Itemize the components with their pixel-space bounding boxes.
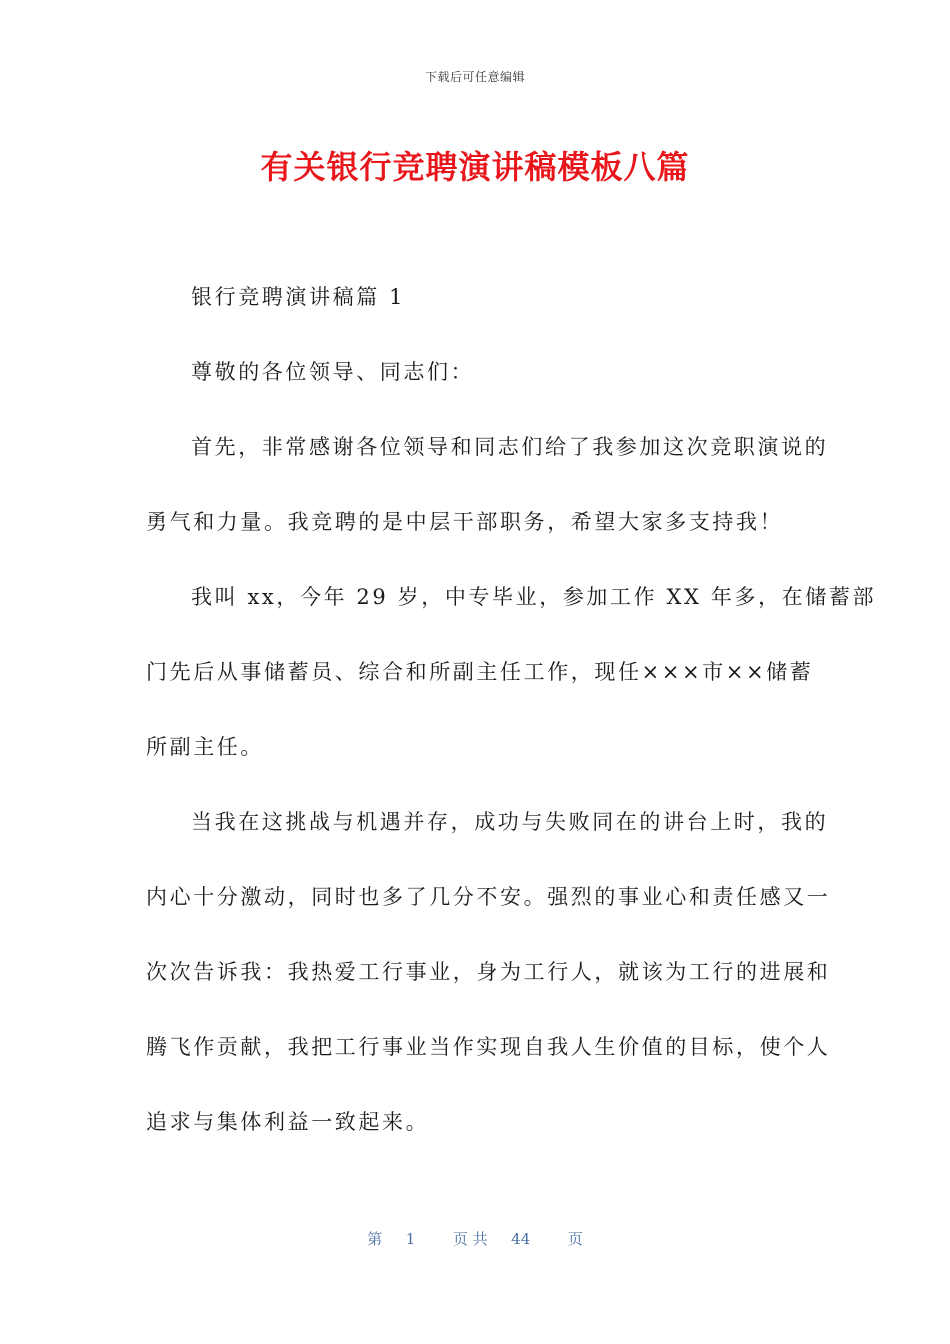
footer-page-suffix: 页 <box>567 1230 583 1248</box>
paragraph-line: 腾飞作贡献，我把工行事业当作实现自我人生价值的目标，使个人 <box>146 1035 831 1059</box>
paragraph-line: 我叫 xx，今年 29 岁，中专毕业，参加工作 XX 年多，在储蓄部 <box>191 585 877 609</box>
paragraph-line: 所副主任。 <box>146 735 264 759</box>
paragraph-line: 当我在这挑战与机遇并存，成功与失败同在的讲台上时，我的 <box>191 810 829 834</box>
salutation: 尊敬的各位领导、同志们： <box>191 360 475 384</box>
page-footer <box>0 1228 950 1249</box>
header-note: 下载后可任意编辑 <box>424 70 525 84</box>
paragraph-line: 次次告诉我：我热爱工行事业，身为工行人，就该为工行的进展和 <box>146 960 831 984</box>
footer-page-mid: 页 共 <box>452 1230 488 1248</box>
paragraph-line: 首先，非常感谢各位领导和同志们给了我参加这次竞职演说的 <box>191 435 829 459</box>
paragraph-line: 门先后从事储蓄员、综合和所副主任工作，现任×××市××储蓄 <box>146 660 814 684</box>
document-title: 有关银行竞聘演讲稿模板八篇 <box>260 148 690 186</box>
footer-page-number: 1 <box>405 1230 416 1248</box>
footer-page-label: 第 <box>367 1230 383 1248</box>
paragraph-line: 勇气和力量。我竞聘的是中层干部职务，希望大家多支持我！ <box>146 510 784 534</box>
section-heading: 银行竞聘演讲稿篇 1 <box>191 285 406 309</box>
paragraph-line: 内心十分激动，同时也多了几分不安。强烈的事业心和责任感又一 <box>146 885 831 909</box>
paragraph-line: 追求与集体利益一致起来。 <box>146 1110 430 1134</box>
footer-total-pages: 44 <box>511 1230 531 1248</box>
